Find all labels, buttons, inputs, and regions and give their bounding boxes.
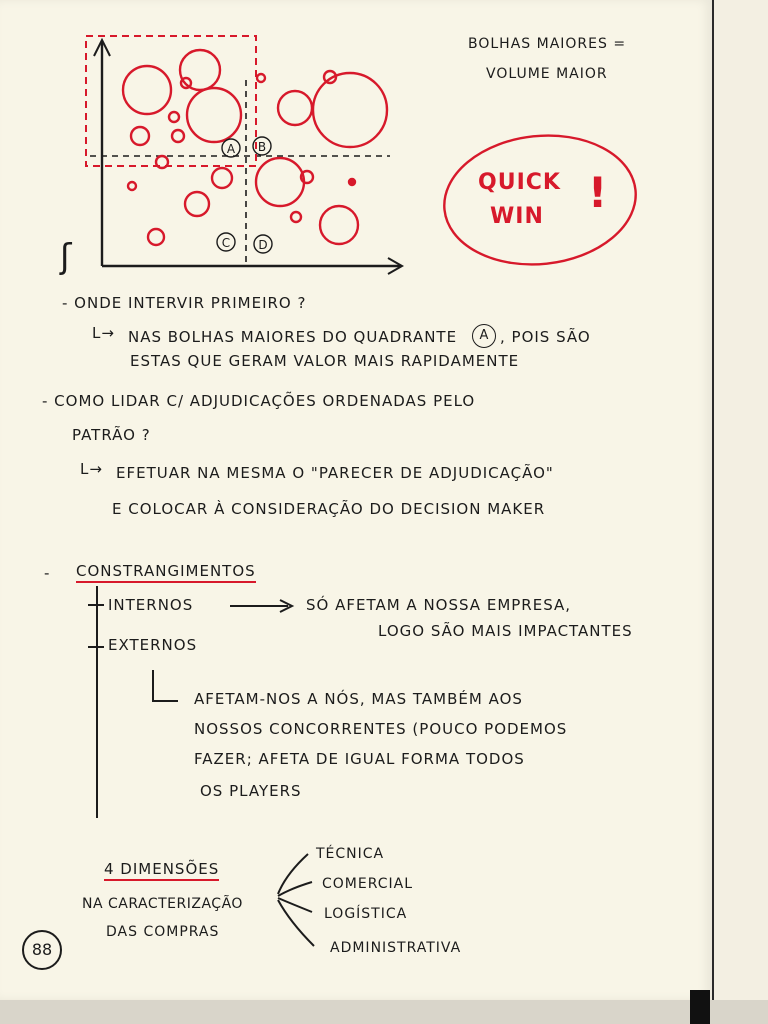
internal-note-1: SÓ AFETAM A NOSSA EMPRESA,: [306, 596, 572, 614]
quick-win-line-1: QUICK: [478, 170, 561, 195]
q1-answer-quadrant: [472, 324, 496, 348]
dimension-item-technical: TÉCNICA: [316, 846, 385, 862]
external-note-4: OS PLAYERS: [200, 782, 302, 800]
constraints-title: CONSTRANGIMENTOS: [76, 562, 256, 583]
dimensions-brace: [272, 848, 332, 968]
quick-win-line-2: WIN: [490, 204, 544, 229]
dimensions-title: 4 DIMENSÕES: [104, 860, 219, 881]
dimension-item-administrative: ADMINISTRATIVA: [330, 940, 462, 956]
legend-note-line-1: BOLHAS MAIORES =: [468, 36, 627, 52]
bubble-sketch: [50, 20, 470, 310]
q2-answer-2: E COLOCAR À CONSIDERAÇÃO DO DECISION MAKER: [112, 500, 546, 518]
y-axis-mark: ʃ: [60, 237, 72, 277]
q2-arrow: L→: [80, 460, 103, 478]
internal-branch: [88, 604, 104, 606]
q1-arrow: L→: [92, 324, 115, 342]
dimension-item-logistics: LOGÍSTICA: [324, 906, 408, 922]
dimension-item-commercial: COMERCIAL: [322, 876, 414, 892]
q2-answer-1: EFETUAR NA MESMA O "PARECER DE ADJUDICAÇÃO": [116, 464, 554, 482]
page-number: 88: [31, 940, 53, 959]
quadrant-label-c: C: [221, 236, 231, 250]
q1-answer-quadrant-label: A: [479, 328, 489, 343]
internal-arrow-icon: [228, 598, 298, 614]
quick-win-exclamation: !: [588, 168, 609, 217]
external-note-2: NOSSOS CONCORRENTES (POUCO PODEMOS: [194, 720, 568, 738]
external-hook-line: [152, 670, 154, 702]
q1-answer-1: NAS BOLHAS MAIORES DO QUADRANTE: [128, 328, 458, 346]
legend-note-line-2: VOLUME MAIOR: [486, 66, 608, 82]
constraints-dash: -: [44, 564, 51, 582]
quadrant-label-a: A: [226, 142, 236, 156]
q2-question-2: PATRÃO ?: [72, 426, 151, 444]
q1-answer-2: , POIS SÃO: [500, 328, 591, 346]
external-label: EXTERNOS: [108, 636, 198, 654]
q2-question-1: - COMO LIDAR C/ ADJUDICAÇÕES ORDENADAS PELO: [42, 392, 476, 410]
background-strip: [0, 1000, 768, 1024]
page-number-circle: [22, 930, 62, 970]
external-note-1: AFETAM-NOS A NÓS, MAS TAMBÉM AOS: [194, 690, 523, 708]
external-hook-branch: [152, 700, 178, 702]
quadrant-label-b: B: [257, 140, 267, 154]
q1-question: - ONDE INTERVIR PRIMEIRO ?: [62, 294, 307, 312]
dimensions-line-2: NA CARACTERIZAÇÃO: [82, 896, 243, 912]
notebook-page-edge: [712, 0, 768, 1000]
quadrant-label-d: D: [258, 238, 268, 252]
internal-label: INTERNOS: [108, 596, 194, 614]
q1-answer-3: ESTAS QUE GERAM VALOR MAIS RAPIDAMENTE: [130, 352, 520, 370]
external-note-3: FAZER; AFETA DE IGUAL FORMA TODOS: [194, 750, 525, 768]
constraints-tree-line: [96, 586, 98, 818]
quick-win-bubble: [438, 128, 648, 278]
dimensions-line-3: DAS COMPRAS: [106, 924, 220, 940]
external-branch: [88, 646, 104, 648]
bookmark-ribbon: [690, 990, 710, 1024]
internal-note-2: LOGO SÃO MAIS IMPACTANTES: [378, 622, 633, 640]
